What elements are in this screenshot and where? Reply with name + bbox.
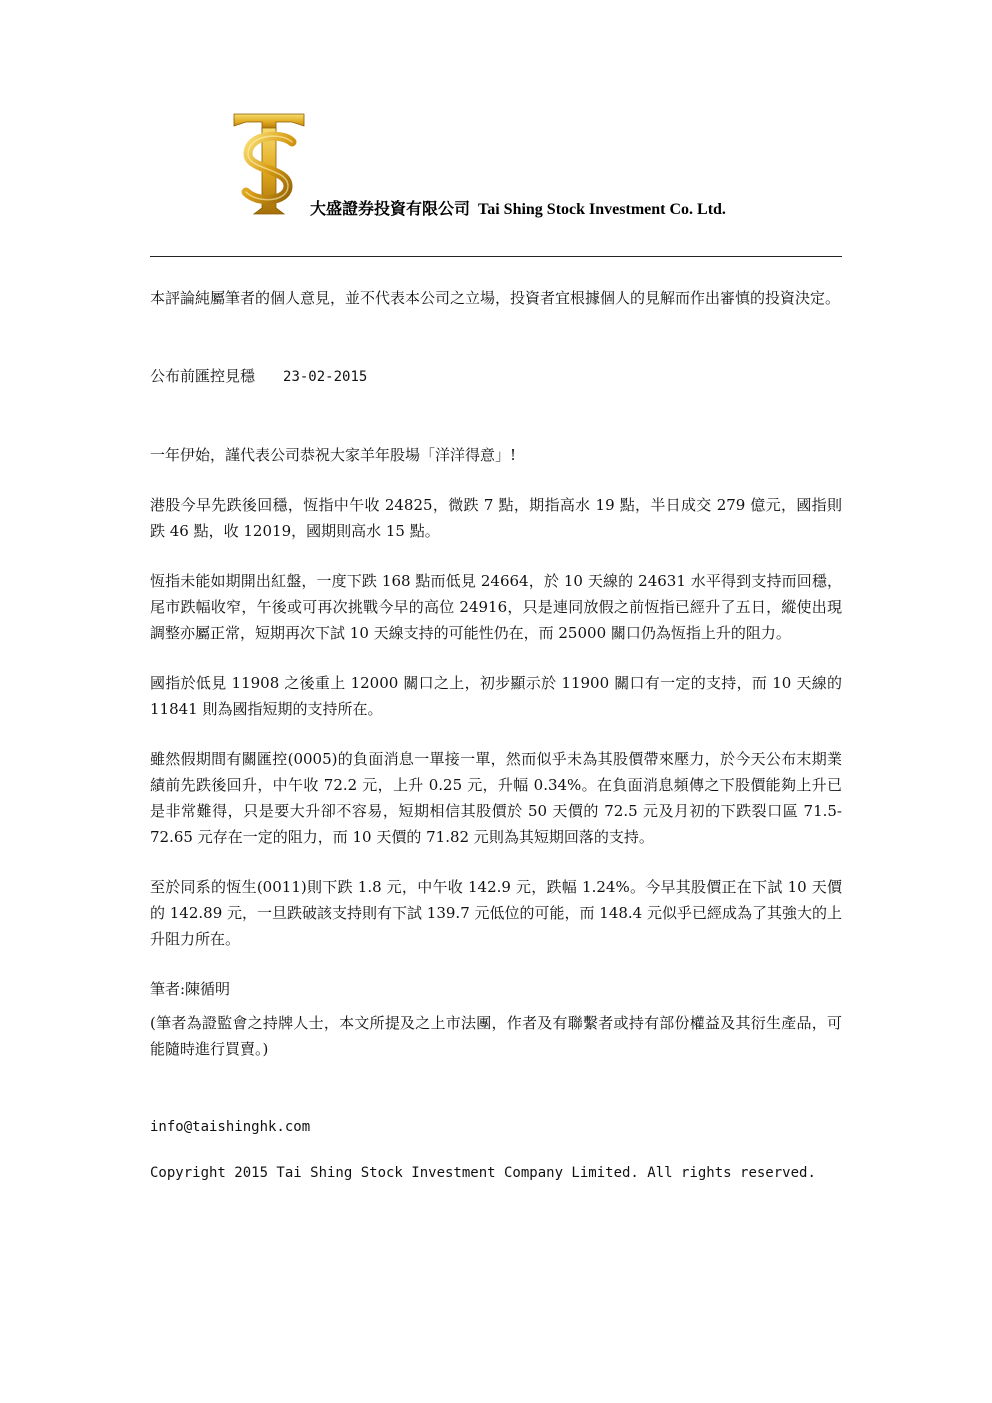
company-logo-icon bbox=[230, 108, 308, 220]
license-note: (筆者為證監會之持牌人士，本文所提及之上市法團，作者及有聯繫者或持有部份權益及其衍生產品，可能隨時進行買賣。) bbox=[150, 1014, 842, 1058]
copyright: Copyright 2015 Tai Shing Stock Investment Company Limited. All rights reserved. bbox=[150, 1165, 816, 1181]
paragraph-hsi-analysis: 恆指未能如期開出紅盤，一度下跌 168 點而低見 24664，於 10 天線的 24631 水平得到支持而回穩，尾市跌幅收窄，午後或可再次挑戰今早的高位 24916，只是連同放假之前恆指已經升了五日，縱使出現調整亦屬正常，短期再次下試 10 天線支持的可能性仍在，而 25000 關口仍為恆指上升的阻力。 bbox=[150, 572, 842, 642]
company-name bbox=[310, 200, 734, 220]
company-name-english: Tai Shing Stock Investment Co. Ltd. bbox=[478, 201, 726, 218]
article-heading bbox=[150, 363, 842, 390]
disclaimer: 本評論純屬筆者的個人意見，並不代表本公司之立場，投資者宜根據個人的見解而作出審慎的投資決定。 bbox=[150, 289, 841, 307]
letterhead bbox=[150, 108, 842, 223]
author: 筆者:陳循明 bbox=[150, 980, 231, 998]
company-name-chinese: 大盛證券投資有限公司 bbox=[310, 201, 471, 218]
article-title: 公布前匯控見穩 bbox=[150, 367, 256, 385]
paragraph-hsbc-analysis: 雖然假期間有關匯控(0005)的負面消息一單接一單，然而似乎未為其股價帶來壓力，於今天公布末期業績前先跌後回升，中午收 72.2 元，上升 0.25 元，升幅 0.34%。在負面消息頻傳之下股價能夠上升已是非常難得，只是要大升卻不容易，短期相信其股價於 50 天價的 72.5 元及月初的下跌裂口區 71.5-72.65 元存在一定的阻力，而 10 天價的 71.82 元則為其短期回落的支持。 bbox=[150, 750, 842, 846]
contact-email[interactable]: info@taishinghk.com bbox=[150, 1119, 311, 1135]
header-divider bbox=[150, 256, 842, 257]
article-date: 23-02-2015 bbox=[283, 369, 368, 385]
greeting: 一年伊始，謹代表公司恭祝大家羊年股場「洋洋得意」! bbox=[150, 446, 517, 464]
paragraph-market-summary: 港股今早先跌後回穩，恆指中午收 24825，微跌 7 點，期指高水 19 點，半日成交 279 億元，國指則跌 46 點，收 12019，國期則高水 15 點。 bbox=[150, 496, 842, 540]
paragraph-hang-seng-bank-analysis: 至於同系的恆生(0011)則下跌 1.8 元，中午收 142.9 元，跌幅 1.24%。今早其股價正在下試 10 天價的 142.89 元，一旦跌破該支持則有下試 139.7 元低位的可能，而 148.4 元似乎已經成為了其強大的上升阻力所在。 bbox=[150, 878, 842, 948]
document-body bbox=[150, 285, 842, 1186]
paragraph-hscei-analysis: 國指於低見 11908 之後重上 12000 關口之上，初步顯示於 11900 關口有一定的支持，而 10 天線的 11841 則為國指短期的支持所在。 bbox=[150, 674, 842, 718]
